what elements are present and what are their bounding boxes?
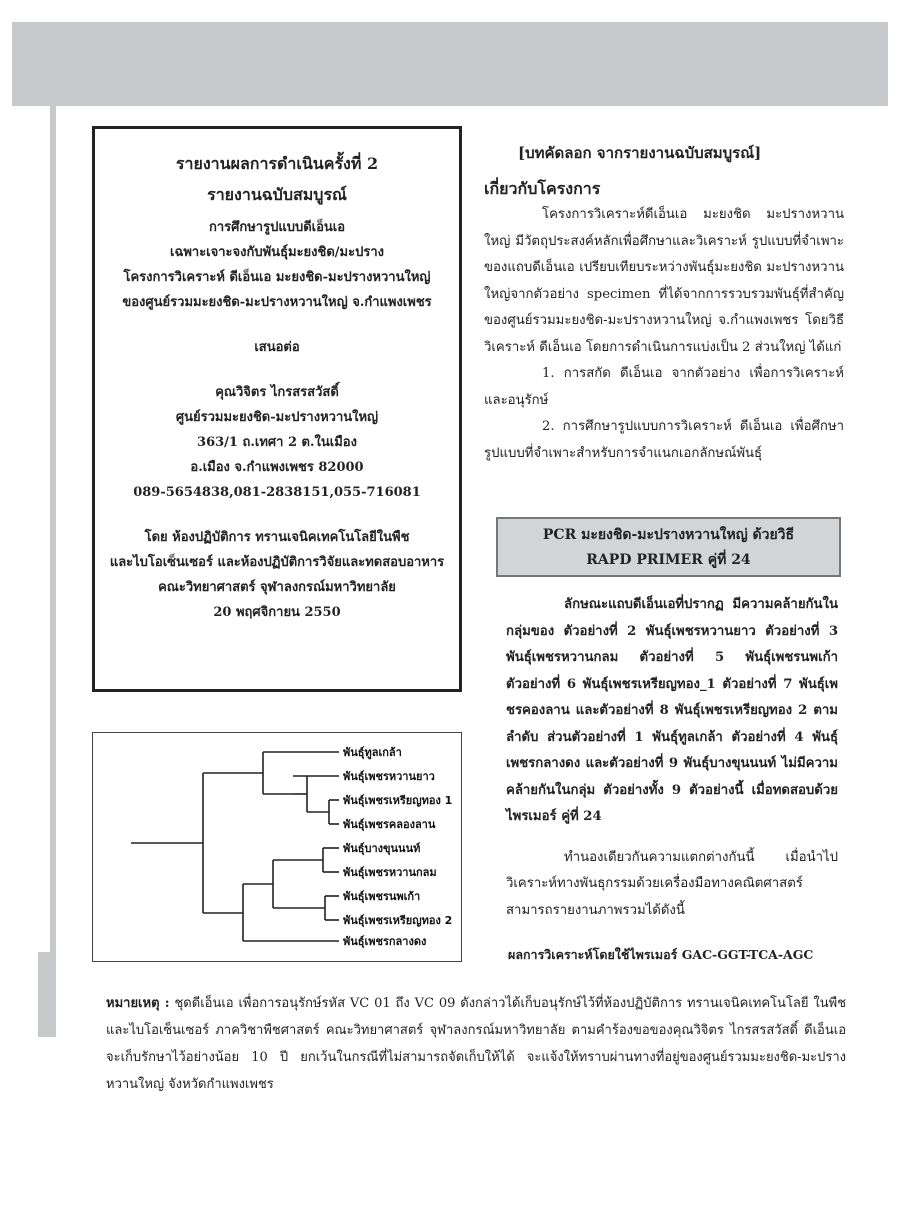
side-rule <box>50 106 56 952</box>
leaf-label: พันธุ์เพชรหวานยาว <box>343 770 435 783</box>
cover-panel <box>92 126 462 692</box>
about-paragraph: โครงการวิเคราะห์ดีเอ็นเอ มะยงชิด มะปรางหวานใหญ่ มีวัตถุประสงค์หลักเพื่อศึกษาและวิเคราะห์ รูปแบบที่จำเพาะของแถบดีเอ็นเอ เปรียบเทียบระหว่างพันธุ์มะยงชิด มะปรางหวานใหญ่จากตัวอย่าง specimen ที่ได้จากการรวบรวมพันธุ์ที่สำคัญของศูนย์รวมมะยงชิด-มะปรางหวานใหญ่ จ.กำแพงเพชร โดยวิธีวิเคราะห์ ดีเอ็นเอ โดยการดำเนินการแบ่งเป็น 2 ส่วนใหญ่ ได้แก่ <box>484 207 844 355</box>
author-line: คณะวิทยาศาสตร์ จุฬาลงกรณ์มหาวิทยาลัย <box>158 580 396 595</box>
cover-line: เฉพาะเจาะจงกับพันธุ์มะยงชิด/มะปราง <box>170 245 384 260</box>
footnote-label: หมายเหตุ : <box>106 996 170 1011</box>
recipient-org: ศูนย์รวมมะยงชิด-มะปรางหวานใหญ่ <box>175 410 379 425</box>
header-band <box>12 22 888 106</box>
cover-line: โครงการวิเคราะห์ ดีเอ็นเอ มะยงชิด-มะปรางหวานใหญ่ <box>123 270 431 285</box>
present-to: เสนอต่อ <box>254 340 300 355</box>
results-column <box>506 592 838 924</box>
side-marker <box>38 952 56 1037</box>
list-item: 2. การศึกษารูปแบบการวิเคราะห์ ดีเอ็นเอ เพื่อศึกษารูปแบบที่จำเพาะสำหรับการจำแนกเอกลักษณ์พันธุ์ <box>484 419 844 461</box>
author-line: และไบโอเซ็นเซอร์ และห้องปฏิบัติการวิจัยและทดสอบอาหาร <box>109 555 445 570</box>
cover-line: การศึกษารูปแบบดีเอ็นเอ <box>208 220 346 235</box>
leaf-label: พันธุ์เพชรคลองลาน <box>343 818 436 831</box>
address-line: อ.เมือง จ.กำแพงเพชร 82000 <box>190 460 364 475</box>
leaf-label: พันธุ์เพชรหวานกลม <box>343 866 437 879</box>
excerpt-heading: [บทคัดลอก จากรายงานฉบับสมบูรณ์] <box>518 144 762 162</box>
footnote-text: ชุดดีเอ็นเอ เพื่อการอนุรักษ์รหัส VC 01 ถึง VC 09 ดังกล่าวได้เก็บอนุรักษ์ไว้ที่ห้องปฏิบัติการ ทรานเจนิคเทคโนโลยี ในพืชและไบโอเซ็นเซอร์ ภาควิชาพืชศาสตร์ คณะวิทยาศาสตร์ จุฬาลงกรณ์มหาวิทยาลัย ตามคำร้องขอของคุณวิจิตร ไกรสรสวัสดิ์ ดีเอ็นเอจะเก็บรักษาไว้อย่างน้อย 10 ปี ยกเว้นในกรณีที่ไม่สามารถจัดเก็บให้ได้ จะแจ้งให้ทราบผ่านทางที่อยู่ของศูนย์รวมมะยงชิด-มะปรางหวานใหญ่ จังหวัดกำแพงเพชร <box>106 996 847 1092</box>
leaf-label: พันธุ์เพชรเหรียญทอง 2 <box>343 914 453 927</box>
author-line: โดย ห้องปฏิบัติการ ทรานเจนิคเทคโนโลยีในพืช <box>144 530 410 545</box>
leaf-label: พันธุ์เพชรกลางดง <box>343 935 427 948</box>
list-item: 1. การสกัด ดีเอ็นเอ จากตัวอย่าง เพื่อการวิเคราะห์และอนุรักษ์ <box>484 366 844 408</box>
dendrogram-panel <box>92 732 462 962</box>
recipient-name: คุณวิจิตร ไกรสรสวัสดิ์ <box>215 385 339 400</box>
dendrogram <box>93 733 460 960</box>
cover-line: ของศูนย์รวมมะยงชิด-มะปรางหวานใหญ่ จ.กำแพงเพชร <box>122 295 432 310</box>
analysis-paragraph: ทำนองเดียวกันความแตกต่างกันนี้ เมื่อนำไปวิเคราะห์ทางพันธุกรรมด้วยเครื่องมือทางคณิตศาสตร์ สามารถรายงานภาพรวมได้ดังนี้ <box>506 849 838 918</box>
pcr-heading-line: RAPD PRIMER คู่ที่ 24 <box>586 552 751 568</box>
primer-result-label: ผลการวิเคราะห์โดยใช้ไพรเมอร์ GAC-GGT-TCA-AGC <box>508 947 814 962</box>
band-paragraph: ลักษณะแถบดีเอ็นเอที่ปรากฏ มีความคล้ายกันในกลุ่มของ ตัวอย่างที่ 2 พันธุ์เพชรหวานยาว ตัวอย่างที่ 3 พันธุ์เพชรหวานกลม ตัวอย่างที่ 5 พันธุ์เพชรนพเก้า ตัวอย่างที่ 6 พันธุ์เพชรเหรียญทอง_1 ตัวอย่างที่ 7 พันธุ์เพชรคองลาน และตัวอย่างที่ 8 พันธุ์เพชรเหรียญทอง 2 ตามลำดับ ส่วนตัวอย่างที่ 1 พันธุ์ทูลเกล้า ตัวอย่างที่ 4 พันธุ์เพชรกลางดง และตัวอย่างที่ 9 พันธุ์บางขุนนนท์ ไม่มีความคล้ายกันในกลุ่ม ตัวอย่างทั้ง 9 ตัวอย่างนี้ เมื่อทดสอบด้วยไพรเมอร์ คู่ที่ 24 <box>506 597 838 824</box>
report-date: 20 พฤศจิกายน 2550 <box>213 605 341 620</box>
leaf-label: พันธุ์บางขุนนนท์ <box>343 842 421 855</box>
leaf-label: พันธุ์เพชรเหรียญทอง 1 <box>343 794 453 807</box>
leaf-label: พันธุ์เพชรนพเก้า <box>343 890 421 903</box>
footnote <box>106 990 846 1098</box>
address-line: 363/1 ถ.เทศา 2 ต.ในเมือง <box>197 435 357 450</box>
right-column <box>484 140 844 467</box>
cover-title: รายงานผลการดำเนินครั้งที่ 2 <box>175 154 379 173</box>
leaf-label: พันธุ์ทูลเกล้า <box>343 746 402 759</box>
cover-subtitle: รายงานฉบับสมบูรณ์ <box>207 185 347 204</box>
phone-numbers: 089-5654838,081-2838151,055-716081 <box>133 485 421 500</box>
section-title: เกี่ยวกับโครงการ <box>484 179 601 198</box>
pcr-heading-line: PCR มะยงชิด-มะปรางหวานใหญ่ ด้วยวิธี <box>542 527 795 543</box>
pcr-heading-box <box>496 517 841 577</box>
